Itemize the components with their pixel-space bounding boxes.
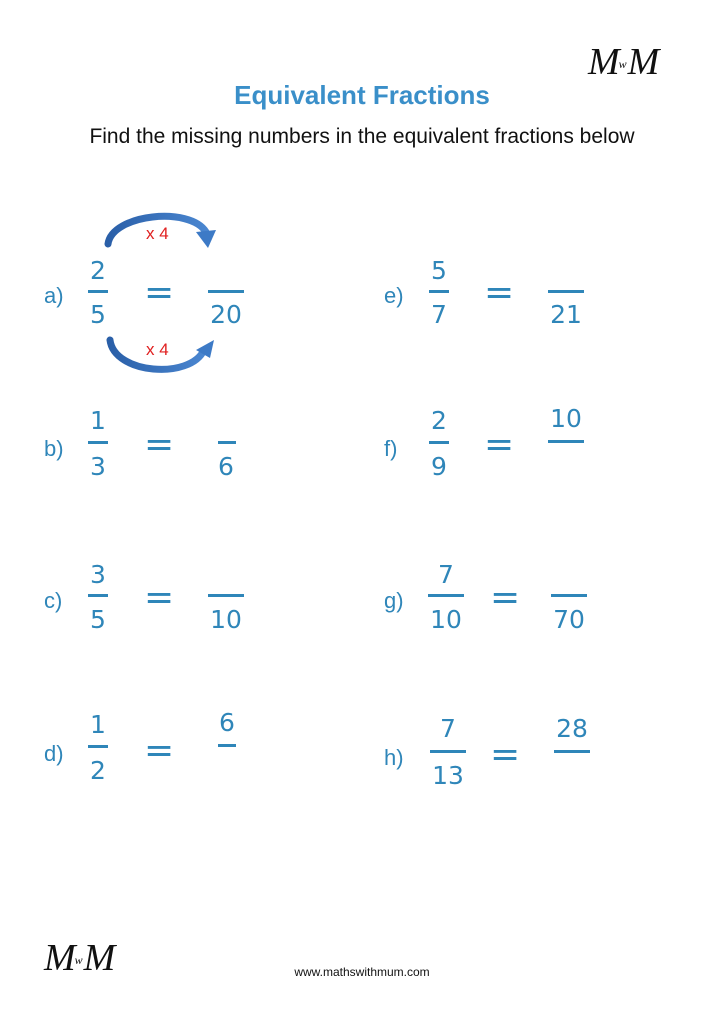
numerator-2: 10	[550, 404, 582, 433]
denominator-1: 10	[430, 605, 462, 634]
logo-bottom: MwM	[44, 937, 114, 979]
denominator-1: 2	[90, 756, 106, 785]
fraction-bar	[429, 290, 449, 293]
problem-label: d)	[44, 741, 64, 766]
equals-sign: =	[144, 730, 175, 771]
instructions: Find the missing numbers in the equivalent fractions below	[89, 125, 635, 148]
problem-label: a)	[44, 283, 64, 308]
denominator-1: 13	[432, 761, 464, 790]
numerator-1: 2	[431, 406, 447, 435]
fraction-bar	[88, 441, 108, 444]
equals-sign: =	[490, 734, 521, 775]
equals-sign: =	[144, 272, 175, 313]
fraction-bar	[218, 441, 236, 444]
fraction-bar	[429, 441, 449, 444]
problem-label: e)	[384, 283, 404, 308]
fraction-bar	[430, 750, 466, 753]
fraction-bar	[88, 290, 108, 293]
denominator-2: 21	[550, 300, 582, 329]
denominator-1: 5	[90, 300, 106, 329]
numerator-1: 1	[90, 710, 106, 739]
fraction-bar	[551, 594, 587, 597]
numerator-1: 7	[440, 714, 456, 743]
equals-sign: =	[484, 272, 515, 313]
problem-label: h)	[384, 745, 404, 770]
problem-label: c)	[44, 588, 63, 613]
hint-multiply-top: x 4	[146, 224, 169, 243]
numerator-1: 2	[90, 256, 106, 285]
fraction-bar	[88, 745, 108, 748]
denominator-2: 70	[553, 605, 585, 634]
numerator-1: 3	[90, 560, 106, 589]
equals-sign: =	[144, 424, 175, 465]
numerator-1: 5	[431, 256, 447, 285]
denominator-1: 3	[90, 452, 106, 481]
hint-multiply-bottom: x 4	[146, 340, 169, 359]
page-title: Equivalent Fractions	[234, 80, 490, 110]
denominator-2: 20	[210, 300, 242, 329]
problem-label: g)	[384, 588, 404, 613]
numerator-2: 28	[556, 714, 588, 743]
fraction-bar	[548, 440, 584, 443]
denominator-1: 5	[90, 605, 106, 634]
equals-sign: =	[484, 424, 515, 465]
website-url: www.mathswithmum.com	[294, 965, 430, 979]
problem-label: f)	[384, 436, 398, 461]
numerator-1: 7	[438, 560, 454, 589]
fraction-bar	[88, 594, 108, 597]
problem-label: b)	[44, 436, 64, 461]
denominator-1: 7	[431, 300, 447, 329]
numerator-2: 6	[219, 708, 235, 737]
equals-sign: =	[490, 577, 521, 618]
numerator-1: 1	[90, 406, 106, 435]
equals-sign: =	[144, 577, 175, 618]
fraction-bar	[554, 750, 590, 753]
denominator-2: 10	[210, 605, 242, 634]
fraction-bar	[208, 594, 244, 597]
fraction-bar	[548, 290, 584, 293]
fraction-bar	[428, 594, 464, 597]
denominator-1: 9	[431, 452, 447, 481]
fraction-bar	[208, 290, 244, 293]
fraction-bar	[218, 744, 236, 747]
logo-top: MwM	[588, 41, 658, 83]
denominator-2: 6	[218, 452, 234, 481]
